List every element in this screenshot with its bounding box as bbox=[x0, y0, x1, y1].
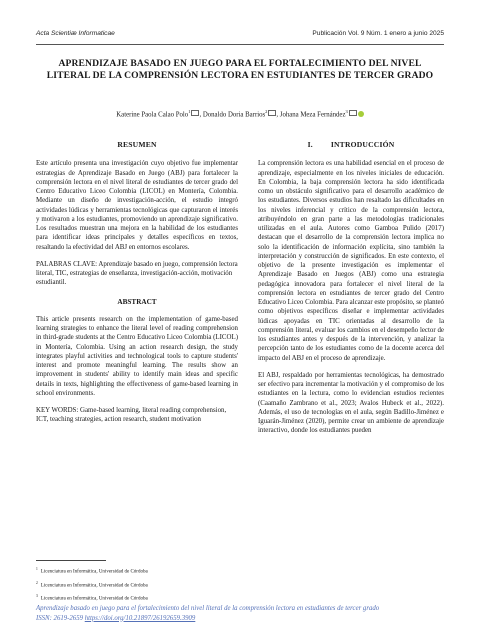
email-icon[interactable] bbox=[349, 110, 357, 116]
footnote-mark: 2 bbox=[36, 580, 38, 585]
footnote-rule bbox=[36, 560, 106, 561]
header-rule bbox=[36, 44, 444, 45]
palabras-clave: PALABRAS CLAVE: Aprendizaje basado en juego, comprensión lectora literal, TIC, estrategias de enseñanza, investigación-acción, motivación estudiantil. bbox=[36, 260, 238, 287]
author-name: Katerine Paola Calao Polo bbox=[116, 111, 189, 119]
footnote bbox=[36, 591, 246, 605]
author-mark: 1 bbox=[188, 109, 191, 114]
footer-ids bbox=[36, 614, 444, 624]
section-number: I. bbox=[307, 140, 313, 149]
abstract-text: This article presents research on the implementation of game-based learning strategies to enhance the literal level of reading comprehension in third-grade students at the Centro Educativo Liceo Colombia (LICOL) in Montería, Colombia. Using an action research design, the study integrates playful activities and technological tools to capture students' interest and promote meaningful learning. The results show an improvement in students' ability to identify main ideas and specific details in texts, highlighting the effectiveness of game-based learning in school environments. bbox=[36, 315, 238, 397]
author-name: Donaldo Doria Barrios bbox=[202, 111, 266, 119]
key-words: KEY WORDS: Game-based learning, literal reading comprehension, ICT, teaching strategies, action research, student motivation bbox=[36, 407, 227, 424]
email-icon[interactable] bbox=[268, 110, 276, 116]
author-mark: 3 bbox=[345, 109, 348, 114]
footnote-mark: 1 bbox=[36, 567, 38, 571]
footnote-mark: 3 bbox=[36, 594, 38, 599]
author-line: Katerine Paola Calao Polo$^1$ , Donaldo Doria Barrios$^2$ , Johana Meza Fernández$^3$ bbox=[36, 109, 444, 118]
footnote bbox=[36, 578, 246, 592]
footnote-text: Licenciatura en Informática, Universidad de Córdoba bbox=[40, 569, 148, 575]
abstract-heading: ABSTRACT bbox=[117, 297, 157, 306]
footnote bbox=[36, 564, 246, 578]
footnote-text: Licenciatura en Informática, Universidad de Córdoba bbox=[40, 596, 148, 602]
journal-name: Acta Scientiæ Informaticae bbox=[36, 30, 115, 37]
issue-info: Publicación Vol. 9 Núm. 1 enero a junio 2025 bbox=[312, 30, 444, 37]
doi-link[interactable]: https://doi.org/10.21897/26192659.3909 bbox=[84, 614, 196, 622]
intro-paragraph-2: El ABJ, respaldado por herramientas tecnológicas, ha demostrado ser efectivo para incrementar la motivación y el compromiso de los estudiantes en la lectura, como lo evidencian estudios recientes (Caamaño Zambrano et al., 2023; Avalos Hubeck et al., 2022). Además, el uso de tecnologías en el aula, según Badillo-Jiménez e Iguarán-Jiménez (2020), permite crear un ambiente de aprendizaje interactivo, donde los estudiantes pueden bbox=[258, 371, 444, 435]
email-icon[interactable] bbox=[191, 110, 199, 116]
footnote-text: Licenciatura en Informática, Universidad de Córdoba bbox=[40, 583, 148, 589]
right-column bbox=[258, 140, 444, 444]
page-footer bbox=[36, 604, 444, 623]
issn: ISSN: 2619-2659 bbox=[36, 614, 84, 622]
author-mark: 2 bbox=[265, 109, 268, 114]
intro-heading bbox=[258, 140, 444, 149]
author-name: Johana Meza Fernández bbox=[279, 111, 346, 119]
resumen-text: Este artículo presenta una investigación cuyo objetivo fue implementar estrategias de Aprendizaje Basado en Juego (ABJ) para fortalecer la comprensión lectora en el nivel literal de estudiantes de tercer grado del Centro Educativo Liceo Colombia (LICOL) en Montería, Colombia. Mediante un diseño de investigación-acción, el estudio integró actividades lúdicas y herramientas tecnológicas que capturaron el interés y motivaron a los estudiantes, promoviendo un aprendizaje significativo. Los resultados muestran una mejora en la habilidad de los estudiantes para identificar ideas principales y detalles específicos en textos, resaltando la efectividad del ABJ en entornos escolares. bbox=[36, 160, 238, 251]
intro-paragraph-1: La comprensión lectora es una habilidad esencial en el proceso de aprendizaje, especialmente en los niveles iniciales de educación. En Colombia, la baja comprensión lectora ha sido identificada como un obstáculo significativo para el desarrollo académico de los estudiantes. Diversos estudios han resaltado las dificultades en los niveles inferencial y crítico de la comprensión lectora, atribuyéndolo en gran parte a las metodologías tradicionales utilizadas en el aula. Autores como Gamboa Pulido (2017) destacan que el desarrollo de la comprensión lectora implica no solo la identificación de información explícita, sino también la interpretación y construcción de significados. En este contexto, el objetivo de la presente investigación es implementar el Aprendizaje Basado en Juegos (ABJ) como una estrategia pedagógica innovadora para fortalecer el nivel literal de la comprensión lectora en estudiantes de tercer grado del Centro Educativo Liceo Colombia. Para alcanzar este propósito, se planteó como objetivos específicos diseñar e implementar actividades lúdicas apoyadas en TIC orientadas al desarrollo de la comprensión literal, evaluar los cambios en el desempeño lector de los estudiantes antes y después de la intervención, y analizar la percepción tanto de los estudiantes como de la docente acerca del impacto del ABJ en el proceso de aprendizaje. bbox=[258, 160, 444, 362]
section-title: INTRODUCCIÓN bbox=[330, 140, 395, 149]
footer-citation: Aprendizaje basado en juego para el fortalecimiento del nivel literal de la comprensión lectora en estudiantes de tercer grado bbox=[36, 605, 380, 612]
paper-title: APRENDIZAJE BASADO EN JUEGO PARA EL FORTALECIMIENTO DEL NIVEL LITERAL DE LA COMPRENSIÓN LECTORA EN ESTUDIANTES DE TERCER GRADO bbox=[46, 58, 434, 81]
running-header bbox=[36, 30, 444, 42]
footnotes bbox=[36, 564, 246, 605]
left-column bbox=[36, 140, 238, 433]
orcid-icon[interactable] bbox=[358, 111, 364, 117]
resumen-heading: RESUMEN bbox=[117, 140, 157, 149]
